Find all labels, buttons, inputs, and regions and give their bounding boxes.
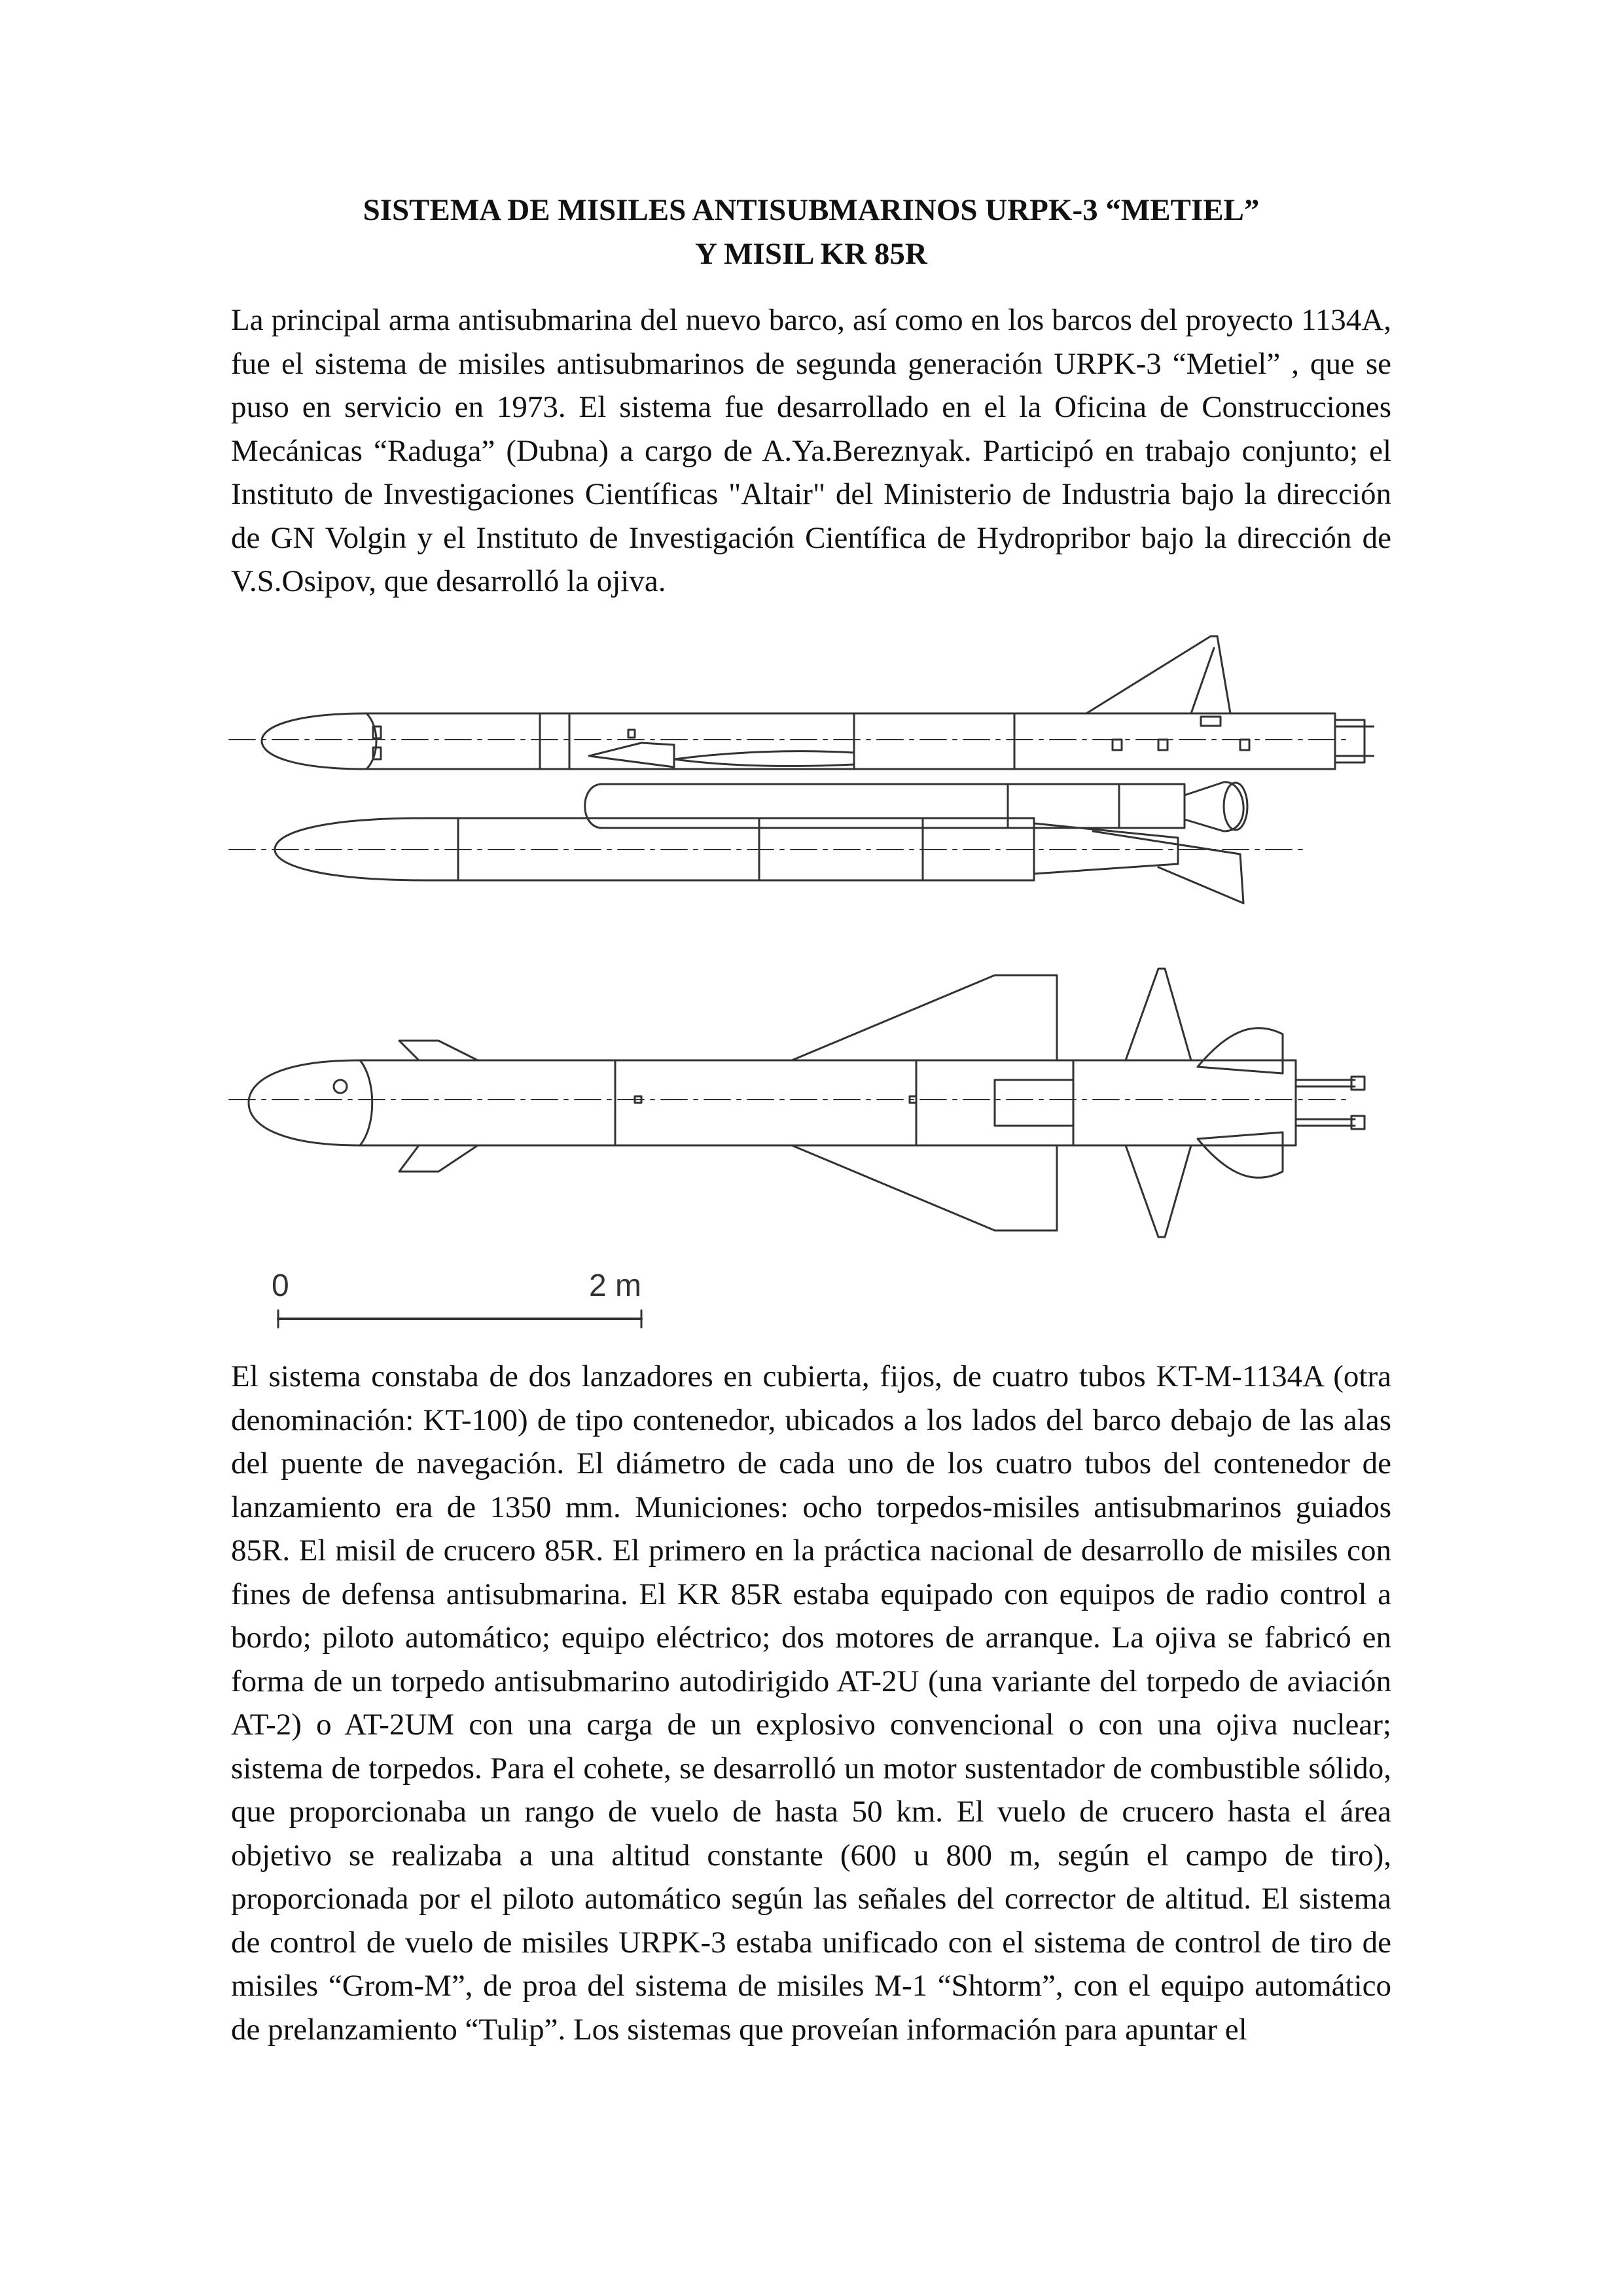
scale-bar — [278, 1310, 641, 1327]
scale-end-label: 2 m — [589, 1268, 642, 1303]
paragraph-intro: La principal arma antisubmarina del nuevo barco, así como en los barcos del proyecto 1134A, fue el sistema de misiles antisubmarinos de segunda generación URPK-3 “Metiel” , que se puso en servicio en 1973. El sistema fue desarrollado en el la Oficina de Construcciones Mecánicas “Raduga” (Dubna) a cargo de A.Ya.Bereznyak. Participó en trabajo conjunto; el Instituto de Investigaciones Científicas "Altair" del Ministerio de Industria bajo la dirección de GN Volgin y el Instituto de Investigación Científica de Hydropribor bajo la dirección de V.S.Osipov, que desarrolló la ojiva. — [231, 303, 1391, 598]
title-line-1: SISTEMA DE MISILES ANTISUBMARINOS URPK-3 “METIEL” — [363, 193, 1260, 227]
missile-top-view — [229, 969, 1364, 1237]
paragraph-system-description: El sistema constaba de dos lanzadores en cubierta, fijos, de cuatro tubos KT-M-1134A (otra denominación: KT-100) de tipo contenedor, ubicados a los lados del barco debajo de las alas del puente de navegación. El diámetro de cada uno de los cuatro tubos del contenedor de lanzamiento era de 1350 mm. Municiones: ocho torpedos-misiles antisubmarinos guiados 85R. El misil de crucero 85R. El primero en la práctica nacional de desarrollo de misiles con fines de defensa antisubmarina. El KR 85R estaba equipado con equipos de radio control a bordo; piloto automático; equipo eléctrico; dos motores de arranque. La ojiva se fabricó en forma de un torpedo antisubmarino autodirigido AT-2U (una variante del torpedo de aviación AT-2) o AT-2UM con una carga de un explosivo convencional o con una ojiva nuclear; sistema de torpedos. Para el cohete, se desarrolló un motor sustentador de combustible sólido, que proporcionaba un rango de vuelo de hasta 50 km. El vuelo de crucero hasta el área objetivo se realizaba a una altitud constante (600 u 800 m, según el campo de tiro), proporcionada por el piloto automático según las señales del corrector de altitud. El sistema de control de vuelo de misiles URPK-3 estaba unificado con el sistema de control de tiro de misiles “Grom-M”, de proa del sistema de misiles M-1 “Shtorm”, con el equipo automático de prelanzamiento “Tulip”. Los sistemas que proveían información para apuntar el — [231, 1359, 1391, 2047]
title-line-2: Y MISIL KR 85R — [695, 237, 927, 271]
missile-side-view — [229, 636, 1374, 903]
missile-drawing-figure — [223, 628, 1374, 1335]
scale-start-label: 0 — [272, 1268, 289, 1303]
missile-drawing-svg — [223, 628, 1374, 1335]
